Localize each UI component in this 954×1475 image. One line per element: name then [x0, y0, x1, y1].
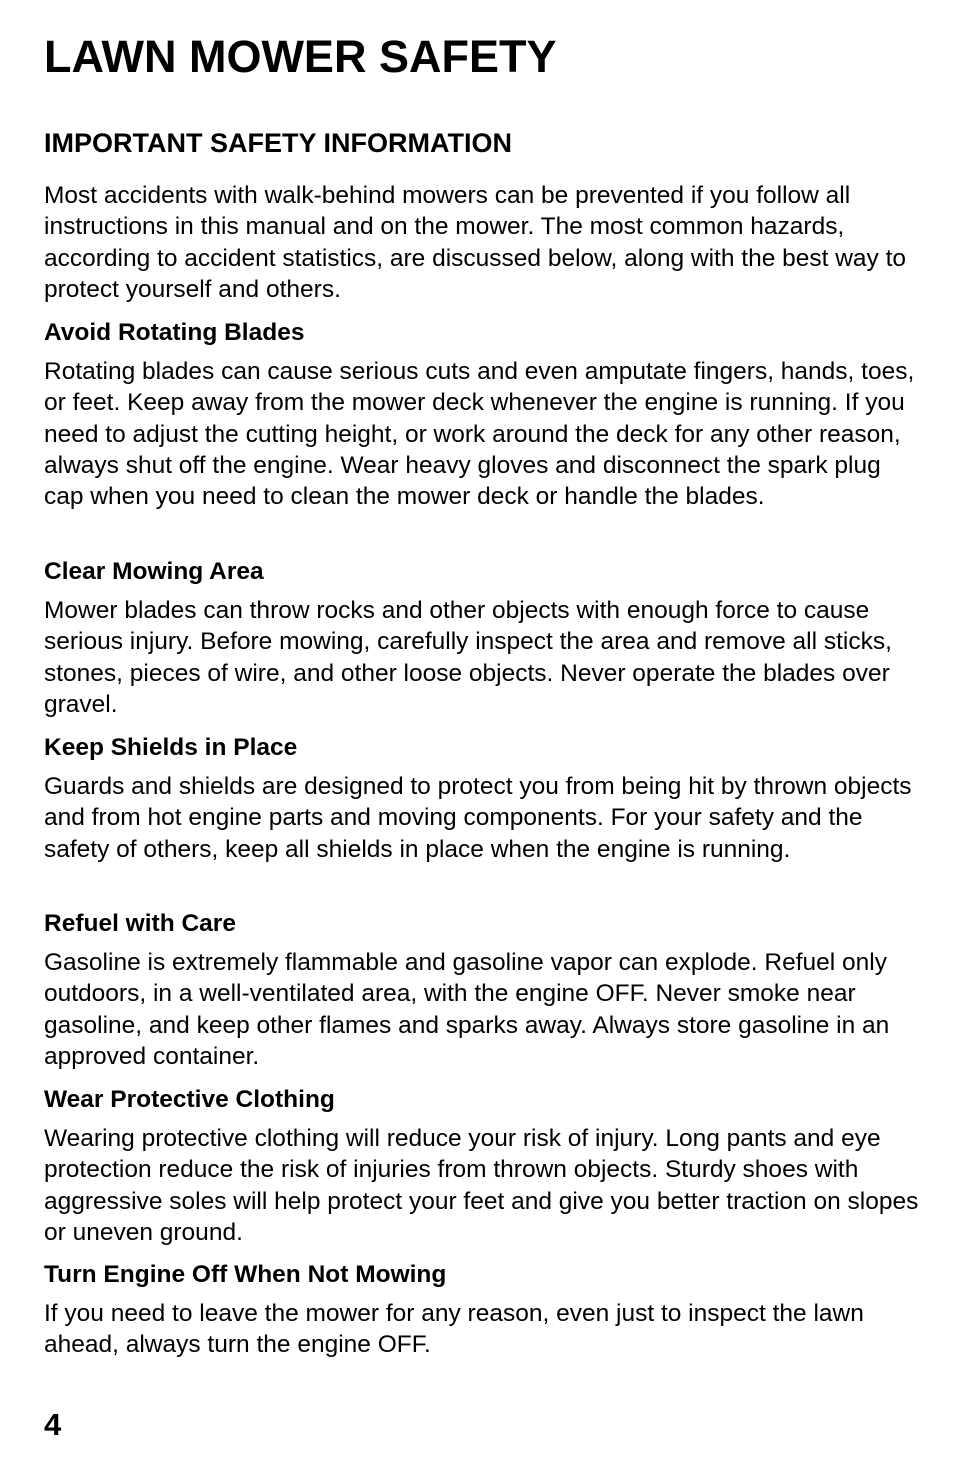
- page-title: LAWN MOWER SAFETY: [44, 31, 557, 82]
- topic-body: Wearing protective clothing will reduce your risk of injury. Long pants and eye protection reduce the risk of injuries from thrown objects. Sturdy shoes with aggressive soles will help protect your feet and give you better traction on slopes or uneven ground.: [44, 1125, 919, 1246]
- topic-body: Mower blades can throw rocks and other objects with enough force to cause serious injury. Before mowing, carefully inspect the area and remove all sticks, stones, pieces of wire, and other loose objects. Never operate the blades over gravel.: [44, 597, 892, 718]
- intro-paragraph: Most accidents with walk-behind mowers can be prevented if you follow all instructions in this manual and on the mower. The most common hazards, according to accident statistics, are discussed below, along with the best way to protect yourself and others.: [44, 182, 907, 303]
- topic-body: If you need to leave the mower for any reason, even just to inspect the lawn ahead, always turn the engine OFF.: [44, 1300, 864, 1359]
- page-number: 4: [44, 1407, 62, 1442]
- topic-heading: Wear Protective Clothing: [44, 1086, 335, 1113]
- topic-refuel-with-care: [44, 909, 924, 1072]
- topic-clear-mowing-area: [44, 557, 924, 720]
- topic-body: Rotating blades can cause serious cuts and even amputate fingers, hands, toes, or feet. Keep away from the mower deck whenever the engine is running. If you need to adjust the cutting height, or work around the deck for any other reason, always shut off the engine. Wear heavy gloves and disconnect the spark plug cap when you need to clean the mower deck or handle the blades.: [44, 358, 915, 511]
- topic-body: Gasoline is extremely flammable and gasoline vapor can explode. Refuel only outdoors, in a well-ventilated area, with the engine OFF. Never smoke near gasoline, and keep other flames and sparks away. Always store gasoline in an approved container.: [44, 949, 890, 1070]
- topic-heading: Avoid Rotating Blades: [44, 319, 305, 346]
- topic-keep-shields-in-place: [44, 733, 924, 865]
- topic-heading: Clear Mowing Area: [44, 558, 264, 585]
- topic-avoid-rotating-blades: [44, 318, 924, 512]
- topic-turn-engine-off: [44, 1260, 924, 1361]
- topic-body: Guards and shields are designed to protect you from being hit by thrown objects and from hot engine parts and moving components. For your safety and the safety of others, keep all shields in place when the engine is running.: [44, 773, 912, 863]
- topic-heading: Turn Engine Off When Not Mowing: [44, 1261, 447, 1288]
- topic-wear-protective-clothing: [44, 1085, 924, 1248]
- topic-heading: Keep Shields in Place: [44, 734, 298, 761]
- section-title: IMPORTANT SAFETY INFORMATION: [44, 128, 512, 158]
- topic-heading: Refuel with Care: [44, 910, 236, 937]
